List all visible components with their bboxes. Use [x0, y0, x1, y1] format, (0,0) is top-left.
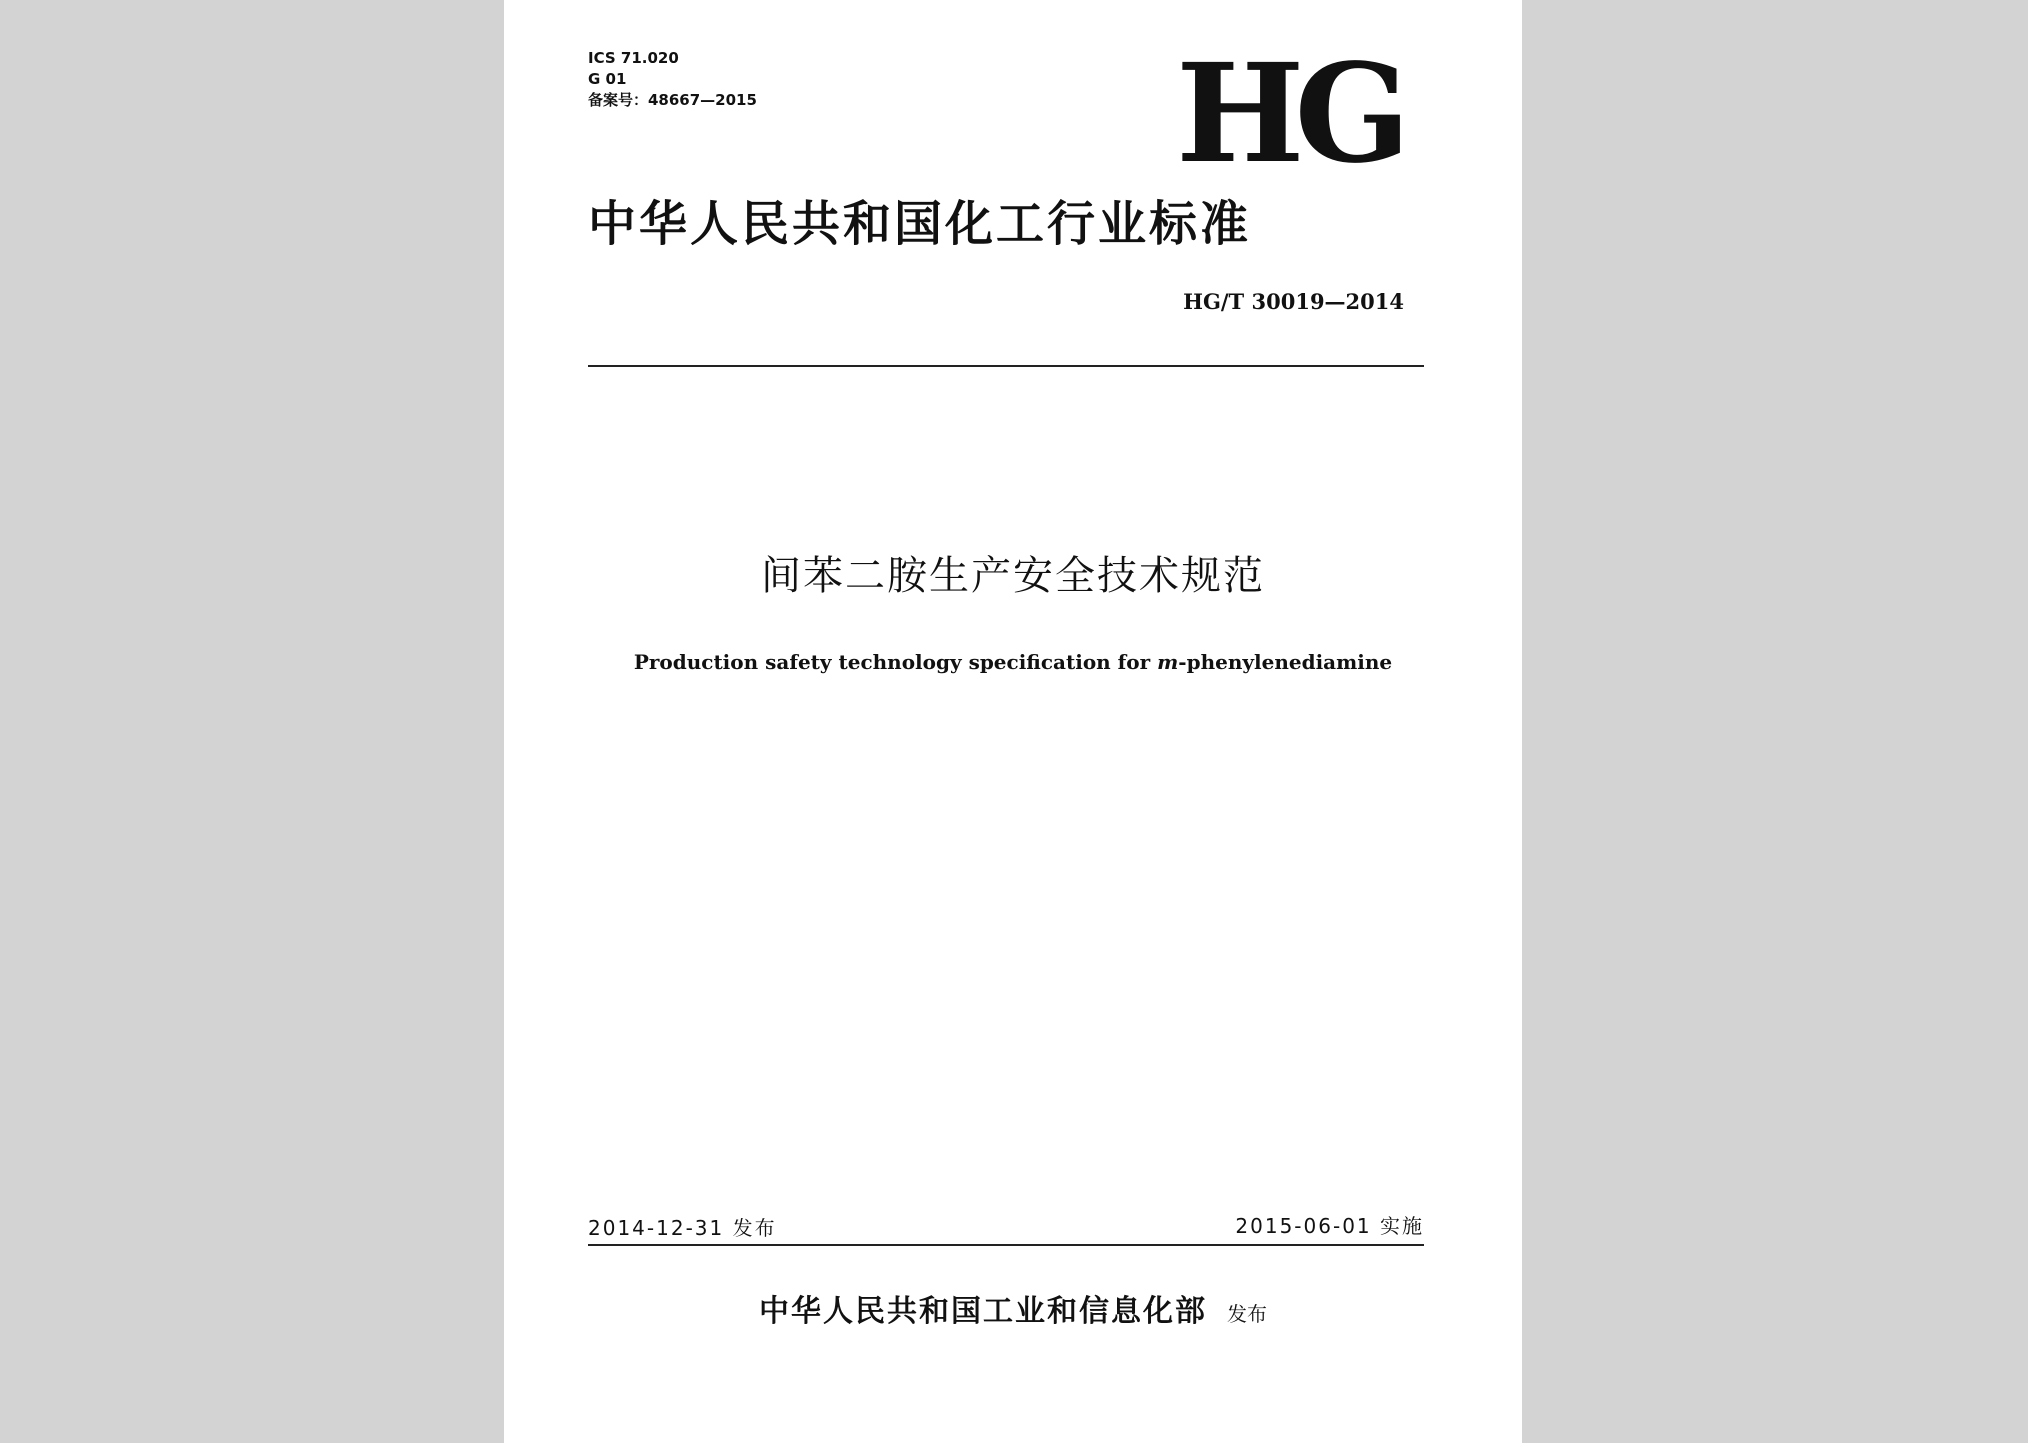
classification-block [588, 48, 757, 111]
standard-number: HG/T 30019—2014 [1183, 289, 1404, 314]
effective-date: 2015-06-01 实施 [1235, 1214, 1424, 1238]
publisher-org: 中华人民共和国工业和信息化部 [759, 1294, 1207, 1329]
document-page [504, 0, 1522, 1443]
issue-date: 2014-12-31 发布 [588, 1216, 777, 1240]
bottom-divider [588, 1244, 1424, 1246]
publisher-line [504, 1290, 1522, 1336]
english-title-italic: m [1157, 650, 1179, 674]
standard-title: 中华人民共和国化工行业标准 [588, 196, 1252, 252]
ics-code: ICS 71.020 [588, 49, 679, 67]
filing-number: 备案号：48667—2015 [588, 91, 757, 109]
publisher-suffix: 发布 [1227, 1302, 1267, 1326]
document-title-chinese: 间苯二胺生产安全技术规范 [761, 553, 1265, 599]
english-title-prefix: Production safety technology specification for [633, 650, 1158, 674]
category-code: G 01 [588, 70, 627, 88]
english-title-suffix: -phenylenediamine [1178, 650, 1393, 674]
top-divider [588, 365, 1424, 367]
hg-logo: HG [1176, 52, 1401, 176]
document-title-english [504, 648, 1522, 676]
